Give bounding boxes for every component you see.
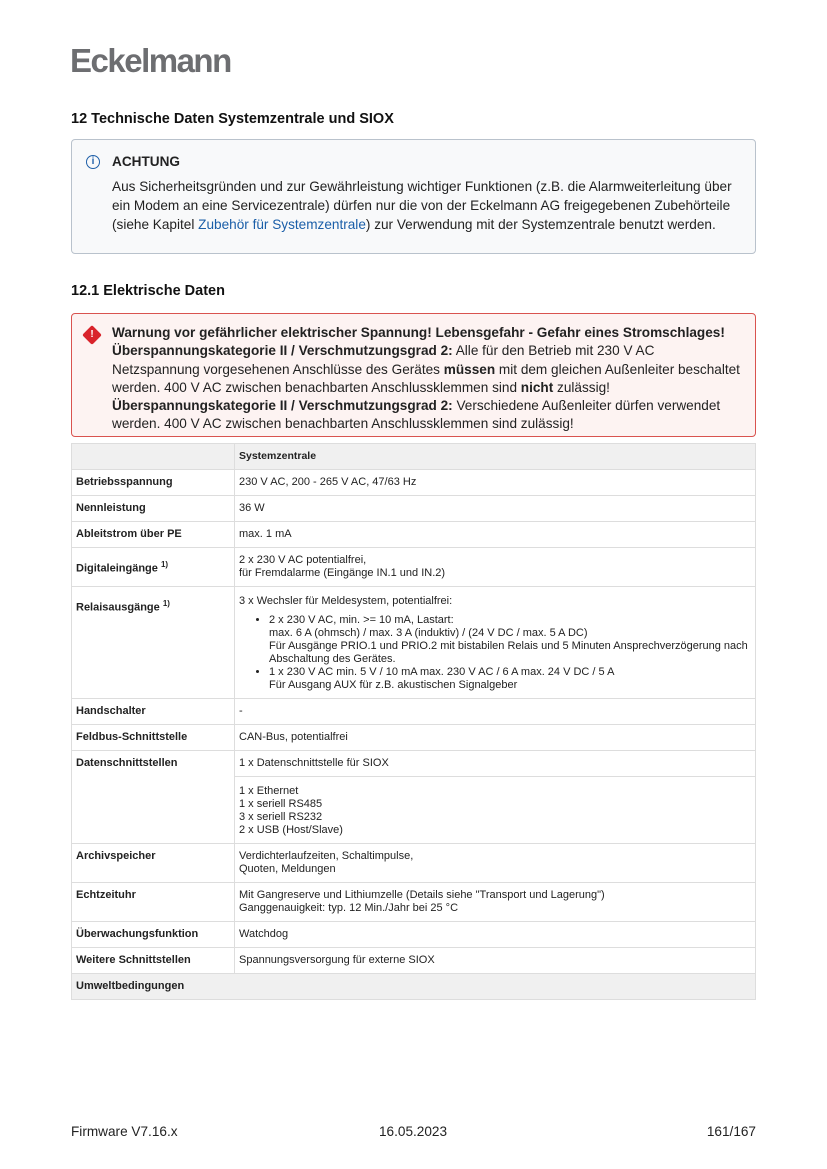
footer-date: 16.05.2023 [379, 1124, 448, 1139]
note-text-1: Aus Sicherheitsgründen und zur Gewährleistung wichtiger Funktionen (z.B. die Alarmweiterleitung über ein Modem an eine Servicezentrale) dürfen nur die von der Eckelmann AG freigegebenen Zubehörteile (siehe Kapitel [112, 179, 732, 232]
bold: Überspannungskategorie II / Verschmutzungsgrad 2: [112, 398, 453, 414]
warning-text-2 [112, 397, 741, 434]
table-row [72, 948, 756, 974]
row-label: Echtzeituhr [72, 883, 235, 922]
line: Für Ausgang AUX für z.B. akustischen Signalgeber [269, 679, 518, 691]
table-row [72, 844, 756, 883]
accessory-link[interactable]: Zubehör für Systemzentrale [198, 217, 366, 232]
table-header [72, 444, 756, 470]
table-row [72, 751, 756, 777]
line: 1 x Ethernet [239, 785, 299, 797]
table-row [72, 496, 756, 522]
table-row [72, 470, 756, 496]
row-value: Spannungsversorgung für externe SIOX [235, 948, 756, 974]
line: 1 x seriell RS485 [239, 798, 323, 810]
row-label [72, 587, 235, 699]
row-label [72, 548, 235, 587]
section-heading: 12 Technische Daten Systemzentrale und SIOX [71, 111, 394, 127]
row-label: Archivspeicher [72, 844, 235, 883]
label: Digitaleingänge [76, 562, 158, 575]
note-text [112, 177, 741, 234]
row-value [235, 587, 756, 699]
row-label: Handschalter [72, 699, 235, 725]
line: 3 x seriell RS232 [239, 811, 323, 823]
table-row [72, 725, 756, 751]
bold: Überspannungskategorie II / Verschmutzungsgrad 2: [112, 343, 453, 359]
footnote-mark: 1) [162, 599, 170, 608]
row-label: Ableitstrom über PE [72, 522, 235, 548]
note-title: ACHTUNG [112, 154, 180, 169]
list-item [269, 666, 751, 692]
text: Verschiedene Außenleiter dürfen verwendet werden. 400 V AC zwischen benachbarten Anschlussklemmen sind zulässig! [112, 398, 721, 432]
note-text-2: ) zur Verwendung mit der Systemzentrale benutzt werden. [365, 217, 716, 232]
row-label: Überwachungsfunktion [72, 922, 235, 948]
attention-note [71, 139, 756, 254]
table-row [72, 922, 756, 948]
row-label: Nennleistung [72, 496, 235, 522]
footnote-mark: 1) [160, 560, 169, 570]
line: 3 x Wechsler für Meldesystem, potentialfrei: [239, 595, 453, 607]
line: für Fremdalarme (Eingänge IN.1 und IN.2) [239, 567, 446, 579]
row-value: 36 W [235, 496, 756, 522]
row-value: - [235, 699, 756, 725]
cell [72, 444, 235, 470]
text: mit dem gleichen Außenleiter beschaltet werden. 400 V AC zwischen benachbarten Anschlussklemmen sind [112, 361, 740, 395]
info-icon: i [86, 155, 100, 169]
row-value: CAN-Bus, potentialfrei [235, 725, 756, 751]
line: 2 x USB (Host/Slave) [239, 824, 343, 836]
table-row [72, 587, 756, 699]
row-value: 1 x Datenschnittstelle für SIOX [235, 751, 756, 777]
line: Für Ausgänge PRIO.1 und PRIO.2 mit bistabilen Relais und 5 Minuten Ansprechverzögerung nach Abschaltung des Gerätes. [269, 640, 748, 665]
line: • 2 x 230 V AC, min. >= 10 mA, Lastart: [269, 614, 454, 626]
table-row [72, 548, 756, 587]
warning-box [71, 313, 756, 437]
row-label: Weitere Schnittstellen [72, 948, 235, 974]
line: Mit Gangreserve und Lithiumzelle (Details siehe "Transport und Lagerung") [239, 889, 605, 901]
table-row [72, 883, 756, 922]
text: Alle für den Betrieb mit 230 V AC Netzspannung vorgesehenen Anschlüsse des Gerätes [112, 343, 655, 377]
row-value [235, 844, 756, 883]
row-value: 230 V AC, 200 - 265 V AC, 47/63 Hz [235, 470, 756, 496]
line: Verdichterlaufzeiten, Schaltimpulse, [239, 850, 414, 862]
section-label: Umweltbedingungen [72, 974, 756, 1000]
electrical-data-table [71, 443, 756, 1000]
text: zulässig! [553, 379, 610, 395]
footer-page: 161/167 [706, 1124, 756, 1139]
row-value [235, 548, 756, 587]
line: Quoten, Meldungen [239, 863, 336, 875]
line: • 1 x 230 V AC min. 5 V / 10 mA max. 230 V AC / 6 A max. 24 V DC / 5 A [269, 666, 615, 678]
row-value [235, 777, 756, 844]
line: max. 6 A (ohmsch) / max. 3 A (induktiv) / (24 V DC / max. 5 A DC) [269, 627, 588, 639]
footer-firmware: Firmware V7.16.x [71, 1124, 178, 1139]
row-label: Datenschnittstellen [72, 751, 235, 844]
label: Relaisausgänge [76, 601, 160, 614]
row-label: Feldbus-Schnittstelle [72, 725, 235, 751]
warning-text-1 [112, 342, 741, 397]
warning-icon: ! [82, 325, 102, 345]
subsection-heading: 12.1 Elektrische Daten [71, 283, 225, 299]
bold: müssen [443, 361, 496, 377]
row-value: Watchdog [235, 922, 756, 948]
row-value: max. 1 mA [235, 522, 756, 548]
header-cell: Systemzentrale [235, 444, 756, 470]
table-row [72, 699, 756, 725]
list-item [269, 614, 751, 666]
table-section-row [72, 974, 756, 1000]
bold: nicht [520, 379, 554, 395]
relay-list [269, 614, 751, 692]
line: 2 x 230 V AC potentialfrei, [239, 554, 367, 566]
warning-title: Warnung vor gefährlicher elektrischer Spannung! Lebensgefahr - Gefahr eines Stromschlages! [112, 325, 725, 340]
line: Ganggenauigkeit: typ. 12 Min./Jahr bei 25 °C [239, 902, 459, 914]
logo: Eckelmann [70, 42, 231, 79]
row-value [235, 883, 756, 922]
table-row [72, 522, 756, 548]
row-label: Betriebsspannung [72, 470, 235, 496]
